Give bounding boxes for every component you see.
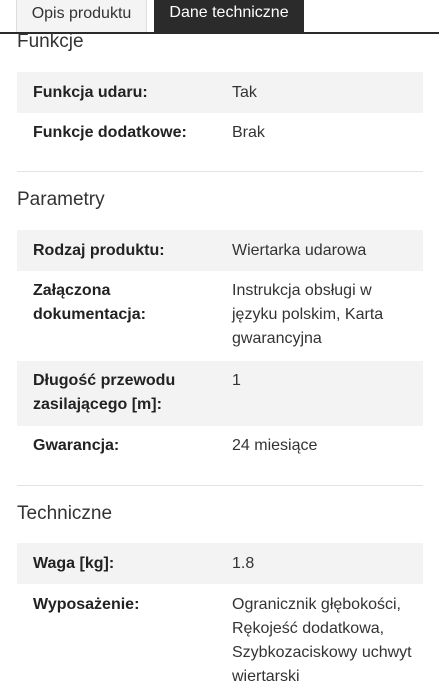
section-divider bbox=[17, 485, 423, 486]
section-title-parameters: Parametry bbox=[17, 189, 105, 210]
row-label: Załączona dokumentacja: bbox=[33, 282, 146, 323]
row-value: 24 miesiące bbox=[232, 437, 318, 454]
table-row bbox=[17, 113, 423, 154]
tab-bar bbox=[0, 0, 439, 34]
tab-technical-data[interactable]: Dane techniczne bbox=[154, 0, 304, 32]
row-label: Gwarancja: bbox=[33, 437, 120, 454]
row-label: Funkcja udaru: bbox=[33, 84, 148, 101]
section-title-functions: Funkcje bbox=[17, 31, 84, 52]
table-row bbox=[17, 271, 423, 361]
table-row bbox=[17, 543, 423, 584]
table-row bbox=[17, 361, 423, 426]
row-label: Długość przewodu zasilającego [m]: bbox=[33, 372, 176, 413]
section-title-technical: Techniczne bbox=[17, 503, 113, 524]
table-row bbox=[17, 72, 423, 113]
row-label: Waga [kg]: bbox=[33, 555, 115, 572]
table-row bbox=[17, 584, 423, 699]
row-value: 1.8 bbox=[232, 555, 255, 572]
row-label: Funkcje dodatkowe: bbox=[33, 124, 187, 141]
section-divider bbox=[17, 171, 423, 172]
row-value: Brak bbox=[232, 124, 265, 141]
table-row bbox=[17, 426, 423, 467]
table-row bbox=[17, 230, 423, 271]
row-value: Wiertarka udarowa bbox=[232, 242, 367, 259]
row-value: Tak bbox=[232, 84, 257, 101]
row-label: Rodzaj produktu: bbox=[33, 242, 165, 259]
row-value: 1 bbox=[232, 372, 241, 389]
tab-description[interactable]: Opis produktu bbox=[16, 0, 147, 32]
row-label: Wyposażenie: bbox=[33, 596, 140, 613]
row-value: Ogranicznik głębokości, Rękojeść dodatkowa, Szybkozaciskowy uchwyt wiertarski bbox=[232, 596, 412, 685]
row-value: Instrukcja obsługi w języku polskim, Karta gwarancyjna bbox=[232, 282, 384, 347]
